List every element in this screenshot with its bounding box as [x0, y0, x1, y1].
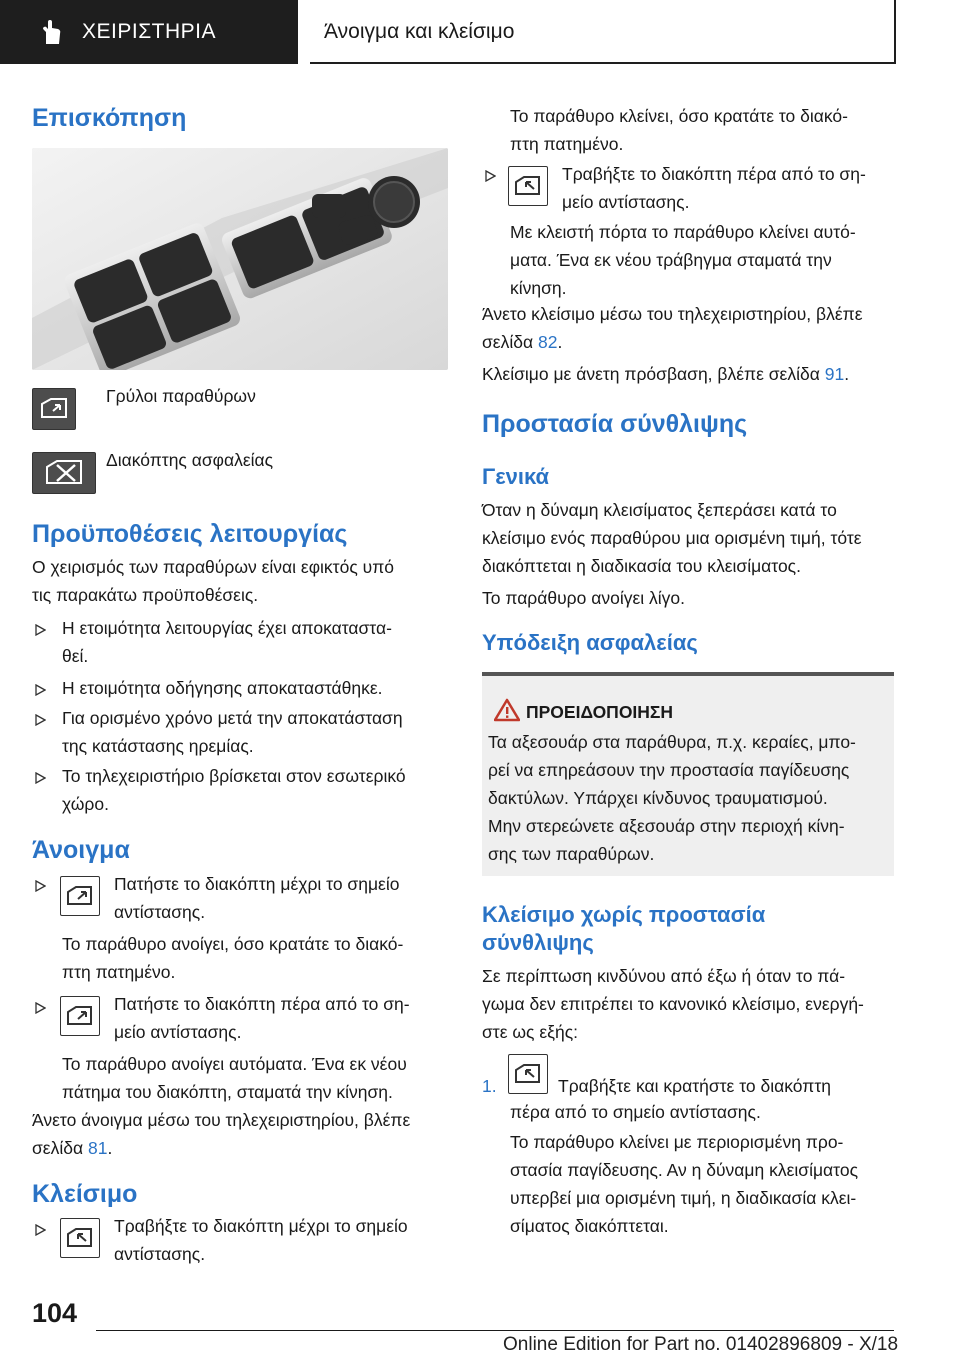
- window-switch-icon: [508, 1054, 548, 1094]
- close-step2-result1: Με κλειστή πόρτα το παράθυρο κλείνει αυτό‐: [510, 222, 856, 242]
- no-pinch-line3: στε ως εξής:: [482, 1022, 579, 1042]
- step-result2: στασία παγίδευσης. Αν η δύναμη κλεισίματος: [510, 1160, 859, 1180]
- bullet-triangle-icon: [34, 880, 46, 892]
- bullet-triangle-icon: [34, 772, 46, 784]
- open-step1-line1: Πατήστε το διακόπτη μέχρι το σημείο: [114, 874, 400, 894]
- general-line4: Το παράθυρο ανοίγει λίγο.: [482, 588, 686, 608]
- no-pinch-heading-line1: Κλείσιμο χωρίς προστασία: [482, 902, 766, 927]
- no-pinch-heading-line2: σύνθλιψης: [482, 930, 594, 955]
- open-step2-line1: Πατήστε το διακόπτη πέρα από το ση‐: [114, 994, 410, 1014]
- requirements-intro-line1: Ο χειρισμός των παραθύρων είναι εφικτός υπό: [32, 557, 395, 577]
- open-heading: Άνοιγμα: [32, 836, 130, 864]
- footer-divider: [96, 1330, 894, 1331]
- window-switch-icon: [60, 996, 100, 1036]
- req-item-1-line2: θεί.: [62, 646, 89, 666]
- chapter-title: Άνοιγμα και κλείσιμο: [324, 20, 515, 43]
- close-step2-result3: κίνηση.: [510, 278, 567, 298]
- switch-panel-image: [32, 148, 448, 370]
- section-title: ΧΕΙΡΙΣΤΗΡΙΑ: [82, 20, 217, 43]
- safety-switch-icon: [32, 452, 96, 494]
- no-pinch-line1: Σε περίπτωση κινδύνου από έξω ή όταν το πά‐: [482, 966, 846, 986]
- general-line3: διακόπτεται η διαδικασία του κλεισίματος.: [482, 556, 801, 576]
- general-heading: Γενικά: [482, 464, 550, 489]
- overview-heading: Επισκόπηση: [32, 104, 187, 132]
- legend-safety-switch: Διακόπτης ασφαλείας: [106, 450, 274, 470]
- close-access-line: Κλείσιμο με άνετη πρόσβαση, βλέπε σελίδα 91.: [482, 364, 850, 384]
- req-item-1-line1: Η ετοιμότητα λειτουργίας έχει αποκαταστα‐: [62, 618, 392, 638]
- req-item-3-line2: της κατάστασης ηρεμίας.: [62, 736, 254, 756]
- window-switch-icon: [508, 166, 548, 206]
- section-tab: [0, 0, 298, 64]
- bullet-triangle-icon: [34, 714, 46, 726]
- step-result3: υπερβεί μια ορισμένη τιμή, η διαδικασία κλει‐: [510, 1188, 857, 1208]
- window-switch-icon: [32, 388, 76, 430]
- req-item-4-line2: χώρο.: [62, 794, 109, 814]
- warning-line3: δακτύλων. Υπάρχει κίνδυνος τραυματισμού.: [488, 788, 828, 808]
- warning-line1: Τα αξεσουάρ στα παράθυρα, π.χ. κεραίες, μπο‐: [488, 732, 856, 752]
- close-step2-result2: ματα. Ένα εκ νέου τράβηγμα σταματά την: [510, 250, 832, 270]
- close-step1-result1: Το παράθυρο κλείνει, όσο κρατάτε το διακό‐: [510, 106, 848, 126]
- close-step2-line1: Τραβήξτε το διακόπτη πέρα από το ση‐: [562, 164, 866, 184]
- step-line2: πέρα από το σημείο αντίστασης.: [510, 1102, 761, 1122]
- step-result1: Το παράθυρο κλείνει με περιορισμένη προ‐: [510, 1132, 844, 1152]
- warning-box: [482, 672, 894, 876]
- legend-window-switch: Γρύλοι παραθύρων: [106, 386, 256, 406]
- close-step2-line2: μείο αντίστασης.: [562, 192, 690, 212]
- requirements-intro-line2: τις παρακάτω προϋποθέσεις.: [32, 585, 259, 605]
- window-switches-photo: [32, 148, 448, 370]
- bullet-triangle-icon: [34, 1224, 46, 1236]
- bullet-triangle-icon: [34, 1002, 46, 1014]
- step-result4: σίματος διακόπτεται.: [510, 1216, 669, 1236]
- hand-pointer-icon: [38, 20, 64, 46]
- close-step1-line2: αντίστασης.: [114, 1244, 206, 1264]
- page-link-82[interactable]: 82: [537, 332, 558, 352]
- warning-line5: σης των παραθύρων.: [488, 844, 655, 864]
- page-link-81[interactable]: 81: [87, 1138, 108, 1158]
- step-number: 1.: [482, 1076, 497, 1096]
- open-step1-result1: Το παράθυρο ανοίγει, όσο κρατάτε το διακό‐: [62, 934, 404, 954]
- no-pinch-line2: γωμα δεν επιτρέπει το κανονικό κλείσιμο, ενεργή‐: [482, 994, 864, 1014]
- open-step2-line2: μείο αντίστασης.: [114, 1022, 242, 1042]
- window-switch-icon: [60, 876, 100, 916]
- page-link-91[interactable]: 91: [824, 364, 845, 384]
- warning-line4: Μην στερεώνετε αξεσουάρ στην περιοχή κίνη‐: [488, 816, 845, 836]
- step-line1: Τραβήξτε και κρατήστε το διακόπτη: [558, 1076, 831, 1096]
- open-step1-line2: αντίστασης.: [114, 902, 206, 922]
- warning-title: ΠΡΟΕΙΔΟΠΟΙΗΣΗ: [526, 702, 674, 722]
- close-remote-line2: σελίδα 82.: [482, 332, 563, 352]
- open-step2-result2: πάτημα του διακόπτη, σταματά την κίνηση.: [62, 1082, 393, 1102]
- warning-line2: ρεί να επηρεάσουν την προστασία παγίδευσης: [488, 760, 850, 780]
- open-remote-line2: σελίδα 81.: [32, 1138, 113, 1158]
- close-heading: Κλείσιμο: [32, 1180, 138, 1208]
- open-step2-result1: Το παράθυρο ανοίγει αυτόματα. Ένα εκ νέου: [62, 1054, 407, 1074]
- chapter-box: [310, 0, 896, 64]
- open-step1-result2: πτη πατημένο.: [62, 962, 176, 982]
- bullet-triangle-icon: [34, 624, 46, 636]
- bullet-triangle-icon: [34, 684, 46, 696]
- open-remote-line1: Άνετο άνοιγμα μέσω του τηλεχειριστηρίου, βλέπε: [32, 1110, 411, 1130]
- general-line2: κλείσιμο ενός παραθύρου μια ορισμένη τιμή, τότε: [482, 528, 862, 548]
- warning-triangle-icon: [494, 698, 520, 722]
- req-item-3-line1: Για ορισμένο χρόνο μετά την αποκατάσταση: [62, 708, 403, 728]
- window-switch-icon: [60, 1218, 100, 1258]
- bullet-triangle-icon: [484, 170, 496, 182]
- requirements-heading: Προϋποθέσεις λειτουργίας: [32, 520, 348, 548]
- general-line1: Όταν η δύναμη κλεισίματος ξεπεράσει κατά το: [482, 500, 837, 520]
- pinch-protection-heading: Προστασία σύνθλιψης: [482, 410, 748, 438]
- close-step1-result2: πτη πατημένο.: [510, 134, 624, 154]
- req-item-2-line1: Η ετοιμότητα οδήγησης αποκαταστάθηκε.: [62, 678, 383, 698]
- edition-text: Online Edition for Part no. 01402896809 - X/18: [503, 1334, 899, 1355]
- page-number: 104: [32, 1298, 78, 1328]
- page-header: [0, 0, 960, 64]
- safety-heading: Υπόδειξη ασφαλείας: [482, 630, 698, 655]
- close-step1-line1: Τραβήξτε το διακόπτη μέχρι το σημείο: [114, 1216, 408, 1236]
- req-item-4-line1: Το τηλεχειριστήριο βρίσκεται στον εσωτερικό: [62, 766, 406, 786]
- close-remote-line1: Άνετο κλείσιμο μέσω του τηλεχειριστηρίου, βλέπε: [482, 304, 863, 324]
